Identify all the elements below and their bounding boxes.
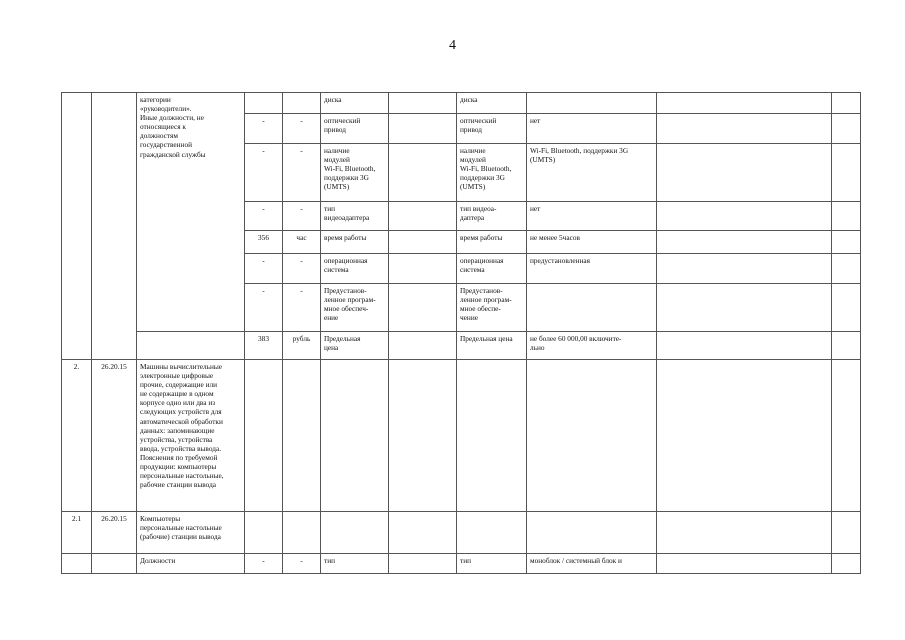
table-cell xyxy=(389,254,457,284)
table-cell: час xyxy=(283,231,321,254)
table-cell xyxy=(389,93,457,114)
table-cell: 383 xyxy=(245,332,283,360)
table-cell: время работы xyxy=(457,231,527,254)
table-cell: - xyxy=(283,254,321,284)
table-cell: - xyxy=(245,284,283,332)
table-cell: - xyxy=(245,554,283,574)
table-cell: 26.20.15 xyxy=(92,512,137,554)
table-cell: операционная система xyxy=(457,254,527,284)
table-cell: 2. xyxy=(62,360,92,512)
table-cell xyxy=(389,284,457,332)
table-cell xyxy=(832,231,861,254)
table-cell xyxy=(657,202,832,231)
table-cell: 26.20.15 xyxy=(92,360,137,512)
table-cell: 2.1 xyxy=(62,512,92,554)
table-cell xyxy=(657,512,832,554)
table-cell xyxy=(832,202,861,231)
table-cell xyxy=(832,554,861,574)
table-cell: Машины вычислительные электронные цифровые прочие, содержащие или не содержащие в одном корпусе одно или два из следующих устройств для автоматической обработки данных: запоминающие устройства, устройства ввода, устройства вывода. Пояснения по требуемой продукции: компьютеры персональные настольные, рабочие станции вывода xyxy=(137,360,245,512)
table-cell: тип xyxy=(457,554,527,574)
table-cell: - xyxy=(245,144,283,202)
table-cell xyxy=(92,93,137,360)
table-cell xyxy=(657,231,832,254)
table-cell xyxy=(389,360,457,512)
table-cell xyxy=(657,254,832,284)
table-cell xyxy=(832,332,861,360)
table-cell: категории «руководители». Иные должности, не относящиеся к должностям государственной гражданской службы xyxy=(137,93,245,332)
table-cell xyxy=(321,360,389,512)
table-cell: не менее 5часов xyxy=(527,231,657,254)
table-row xyxy=(62,512,861,554)
table-cell xyxy=(137,332,245,360)
table-cell xyxy=(389,231,457,254)
table-cell: - xyxy=(245,114,283,144)
table-cell: наличие модулей Wi-Fi, Bluetooth, поддержки 3G (UMTS) xyxy=(321,144,389,202)
table-cell xyxy=(389,332,457,360)
table-cell: нет xyxy=(527,202,657,231)
page-number: 4 xyxy=(449,38,456,53)
table-cell xyxy=(832,254,861,284)
table-cell xyxy=(657,114,832,144)
table-cell xyxy=(283,360,321,512)
table-cell xyxy=(832,114,861,144)
table-cell: предустановленная xyxy=(527,254,657,284)
table-cell: не более 60 000,00 включите- льно xyxy=(527,332,657,360)
table-cell: оптический привод xyxy=(457,114,527,144)
table-cell xyxy=(62,554,92,574)
table-cell: операционная система xyxy=(321,254,389,284)
table-cell xyxy=(92,554,137,574)
table-cell xyxy=(657,360,832,512)
table-cell xyxy=(245,93,283,114)
table-cell: - xyxy=(283,144,321,202)
table-cell: - xyxy=(283,284,321,332)
table-cell xyxy=(832,144,861,202)
table-cell: диска xyxy=(457,93,527,114)
table-cell xyxy=(527,360,657,512)
table-cell: Компьютеры персональные настольные (рабочие) станции вывода xyxy=(137,512,245,554)
table-cell xyxy=(389,114,457,144)
table-cell: оптический привод xyxy=(321,114,389,144)
table-cell: - xyxy=(283,114,321,144)
table-cell xyxy=(457,360,527,512)
table-cell xyxy=(657,284,832,332)
table-cell: тип видеоа- даптера xyxy=(457,202,527,231)
table-row xyxy=(62,360,861,512)
table-row xyxy=(62,554,861,574)
table-cell: рубль xyxy=(283,332,321,360)
table-cell: Предустанов- ленное програм- мное обеспе- чение xyxy=(457,284,527,332)
table-cell: - xyxy=(245,254,283,284)
table-cell xyxy=(389,554,457,574)
table-cell: Предельная цена xyxy=(457,332,527,360)
table-cell: - xyxy=(283,202,321,231)
table-cell xyxy=(832,93,861,114)
specification-table xyxy=(61,92,861,574)
table-cell: моноблок / системный блок и xyxy=(527,554,657,574)
table-cell: нет xyxy=(527,114,657,144)
table-cell xyxy=(832,284,861,332)
table-cell xyxy=(389,144,457,202)
table-cell xyxy=(527,512,657,554)
table-cell xyxy=(245,512,283,554)
table-cell xyxy=(283,93,321,114)
table-row xyxy=(62,93,861,114)
table-cell: - xyxy=(245,202,283,231)
table-row xyxy=(62,332,861,360)
table-cell xyxy=(657,554,832,574)
table-cell xyxy=(527,284,657,332)
table-cell: время работы xyxy=(321,231,389,254)
table-cell: тип видеоадаптера xyxy=(321,202,389,231)
table-cell xyxy=(321,512,389,554)
table-cell xyxy=(527,93,657,114)
table-cell: тип xyxy=(321,554,389,574)
table-cell xyxy=(245,360,283,512)
table-cell xyxy=(657,144,832,202)
table-cell: диска xyxy=(321,93,389,114)
table-cell: наличие модулей Wi-Fi, Bluetooth, поддержки 3G (UMTS) xyxy=(457,144,527,202)
table-cell: 356 xyxy=(245,231,283,254)
table-cell xyxy=(389,512,457,554)
table-cell: Предустанов- ленное програм- мное обеспеч- ение xyxy=(321,284,389,332)
table-cell xyxy=(657,93,832,114)
table-cell: - xyxy=(283,554,321,574)
table-cell xyxy=(389,202,457,231)
table-cell xyxy=(832,512,861,554)
table-cell xyxy=(62,93,92,360)
table-cell: Предельная цена xyxy=(321,332,389,360)
table-cell xyxy=(832,360,861,512)
table-cell xyxy=(657,332,832,360)
table-cell: Wi-Fi, Bluetooth, поддержки 3G (UMTS) xyxy=(527,144,657,202)
table-cell xyxy=(283,512,321,554)
table-cell xyxy=(457,512,527,554)
table-cell: Должности xyxy=(137,554,245,574)
